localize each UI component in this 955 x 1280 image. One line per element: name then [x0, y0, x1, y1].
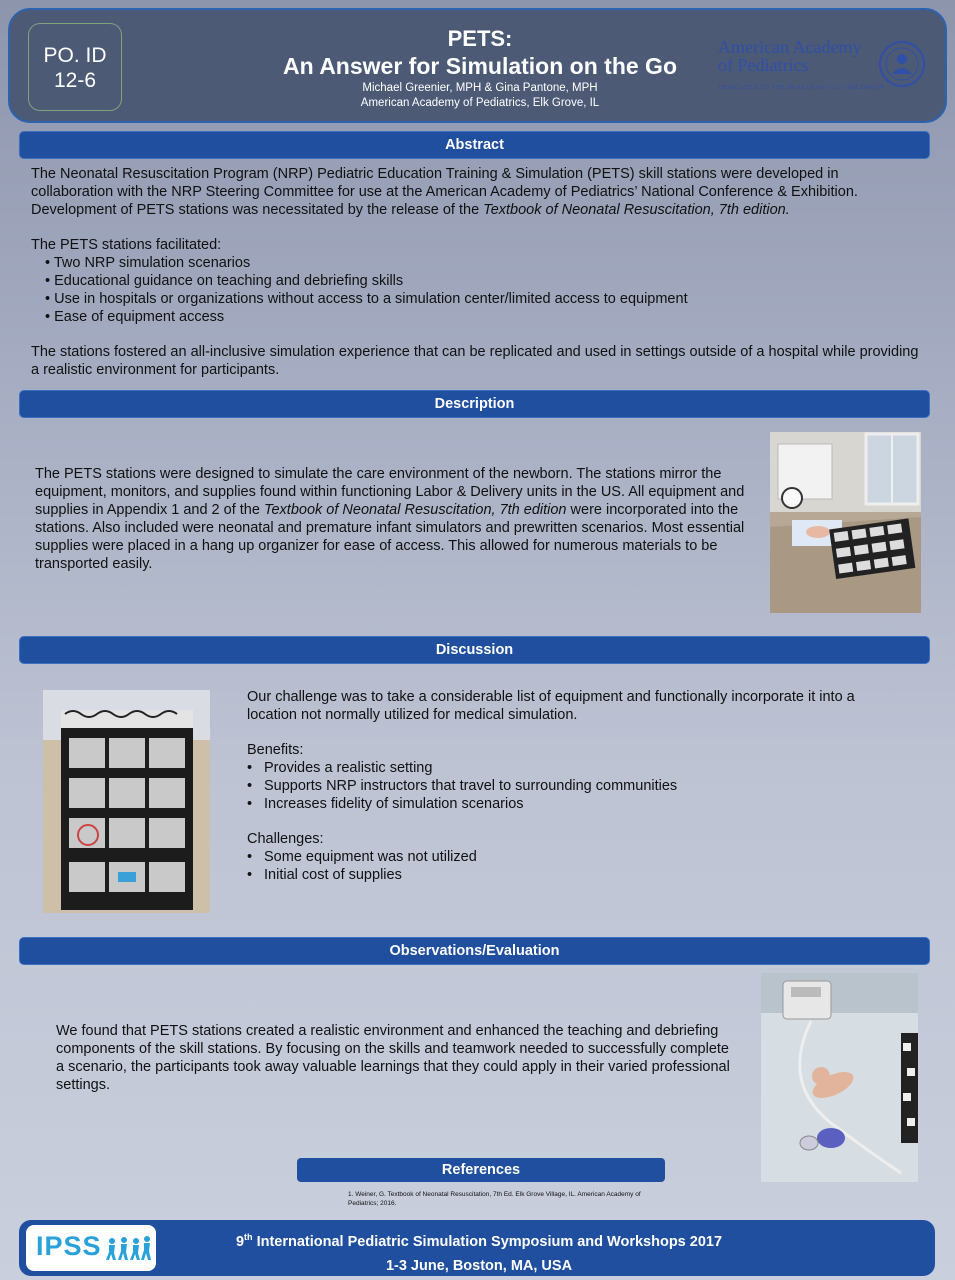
- benefits-label: Benefits:: [247, 742, 304, 758]
- event-title: [219, 1232, 739, 1250]
- pets-station-photo: [770, 432, 921, 613]
- challenges-label: Challenges:: [247, 831, 324, 847]
- description-body: [35, 465, 745, 573]
- abstract-body: [31, 165, 921, 379]
- aap-seal-icon: [878, 40, 926, 88]
- poster-id-box: [28, 23, 122, 111]
- list-item: • Initial cost of supplies: [247, 866, 907, 884]
- references-heading: References: [297, 1158, 665, 1182]
- discussion-heading: Discussion: [19, 636, 930, 664]
- aap-tagline: DEDICATED TO THE HEALTH OF ALL CHILDREN®: [718, 84, 885, 91]
- abstract-intro-italic: Textbook of Neonatal Resuscitation, 7th edition.: [483, 202, 790, 218]
- description-heading: Description: [19, 390, 930, 418]
- list-item: • Some equipment was not utilized: [247, 848, 907, 866]
- abstract-intro: [31, 165, 921, 219]
- poster-title-line2: An Answer for Simulation on the Go: [283, 53, 677, 79]
- infant-simulator-photo: [761, 973, 918, 1182]
- aap-name-line1: American Academy: [718, 37, 862, 57]
- list-item: • Provides a realistic setting: [247, 759, 907, 777]
- observations-body: [56, 1022, 736, 1094]
- children-figures-icon: [106, 1235, 152, 1261]
- aap-logo: [718, 38, 938, 91]
- ipss-logo: [26, 1225, 156, 1271]
- event-name: International Pediatric Simulation Symposium and Workshops 2017: [252, 1233, 723, 1250]
- hanging-organizer-photo: [43, 690, 210, 913]
- description-text-italic: Textbook of Neonatal Resuscitation, 7th edition: [263, 502, 567, 518]
- event-dates-location: 1-3 June, Boston, MA, USA: [385, 1258, 573, 1274]
- abstract-facilitated-label: The PETS stations facilitated:: [31, 237, 222, 253]
- title-block: [230, 26, 730, 110]
- observations-text: We found that PETS stations created a realistic environment and enhanced the teaching and debriefing components of the skill stations. By focusing on the skills and teamwork needed to successfully complete a scenario, the participants took away valuable learnings that they could apply in their varied professional settings.: [56, 1023, 730, 1093]
- authors: Michael Greenier, MPH & Gina Pantone, MPH: [362, 82, 598, 94]
- list-item: • Supports NRP instructors that travel to surrounding communities: [247, 777, 907, 795]
- discussion-body: [247, 688, 907, 884]
- abstract-intro-text: The Neonatal Resuscitation Program (NRP) Pediatric Education Training & Simulation (PETS) skill stations were developed in collaboration with the NRP Steering Committee for use at the American Academy of Pediatrics’ National Conference & Exhibition. Development of PETS stations was necessitated by the release of the: [31, 166, 858, 218]
- description-text-a: The PETS stations were designed to simulate the care environment of the newborn. The stations mirror the equipment, monitors, and supplies found within functioning Labor & Delivery units in the US. All equipment and supplies in Appendix 1 and 2 of the: [35, 466, 745, 518]
- aap-name-line2: of Pediatrics: [718, 55, 809, 75]
- discussion-intro: Our challenge was to take a considerable list of equipment and functionally incorporate it into a location not normally utilized for medical simulation.: [247, 689, 855, 723]
- reference-item: 1. Weiner, G. Textbook of Neonatal Resuscitation, 7th Ed. Elk Grove Village, IL. American Academy of Pediatrics; 2016.: [348, 1191, 641, 1207]
- list-item: • Educational guidance on teaching and debriefing skills: [31, 272, 921, 290]
- affiliation: American Academy of Pediatrics, Elk Grove, IL: [360, 97, 600, 109]
- ipss-logo-text: IPSS: [36, 1231, 102, 1261]
- observations-heading: Observations/Evaluation: [19, 937, 930, 965]
- benefits-list: [247, 759, 907, 813]
- abstract-closing: The stations fostered an all-inclusive simulation experience that can be replicated and used in settings outside of a hospital while providing a realistic environment for participants.: [31, 344, 919, 378]
- abstract-bullets: [31, 254, 921, 326]
- poster-footer: [19, 1220, 935, 1276]
- list-item: • Increases fidelity of simulation scenarios: [247, 795, 907, 813]
- poster-id-label: PO. ID: [43, 44, 107, 67]
- list-item: • Use in hospitals or organizations without access to a simulation center/limited access to equipment: [31, 290, 921, 308]
- event-ordinal-suffix: th: [244, 1232, 253, 1242]
- description-text-b: were incorporated into the stations. Also included were neonatal and premature infant simulators and prewritten scenarios. Most essential supplies were placed in a hang up organizer for ease of access. This allowed for numerous materials to be transported easily.: [35, 502, 745, 572]
- poster-title-line1: PETS:: [447, 26, 513, 51]
- abstract-heading: Abstract: [19, 131, 930, 159]
- event-ordinal: 9: [235, 1233, 245, 1250]
- poster-header: [8, 8, 947, 123]
- challenges-list: [247, 848, 907, 884]
- poster-id-number: 12-6: [53, 69, 97, 92]
- list-item: • Ease of equipment access: [31, 308, 921, 326]
- list-item: • Two NRP simulation scenarios: [31, 254, 921, 272]
